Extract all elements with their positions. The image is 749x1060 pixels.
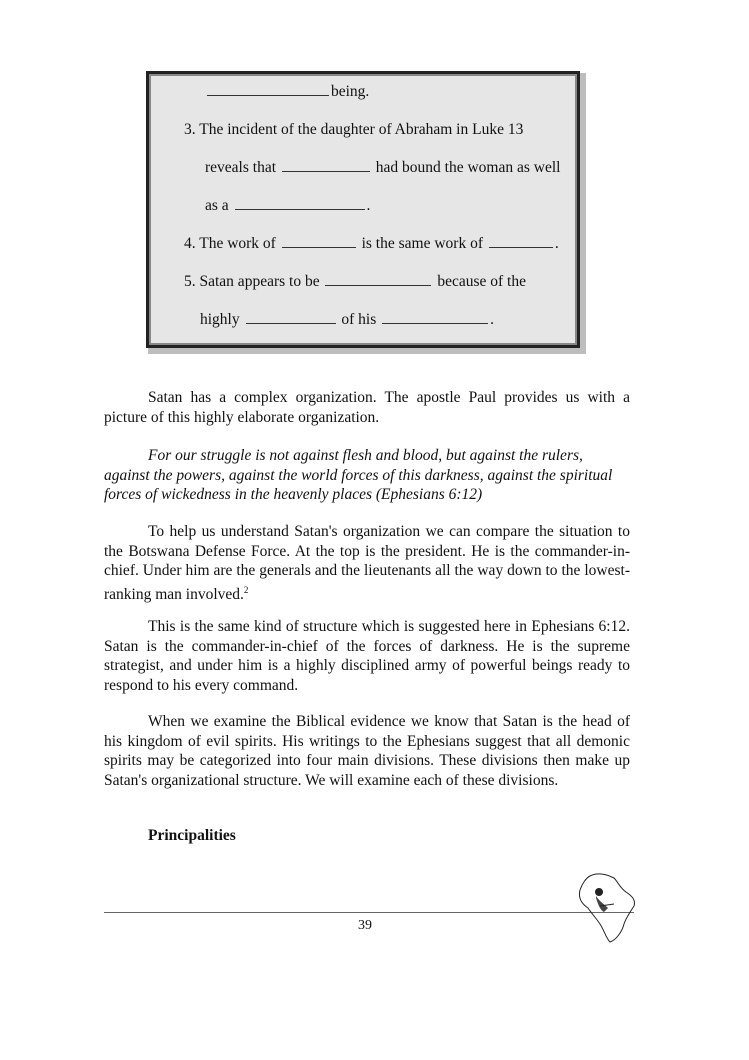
text: For our struggle is not against flesh and blood, but against the rulers, against the powers, against the world forces of this darkness, against the spiritual forces of wickedness in the heavenly places (Ephesians 6:12) (104, 447, 613, 503)
text: of his (341, 311, 377, 328)
scripture-quote (104, 446, 630, 505)
question-5-line-2 (200, 311, 494, 329)
text: highly (200, 311, 240, 328)
text: When we examine the Biblical evidence we know that Satan is the head of his kingdom of evil spirits. His writings to the Ephesians suggest that all demonic spirits may be categorized into four main divisions. These divisions then make up Satan's organizational structure. We will examine each of these divisions. (104, 713, 630, 789)
paragraph-3 (104, 617, 630, 695)
page-number: 39 (358, 918, 372, 933)
text: . (554, 235, 559, 252)
question-3-line-2 (205, 159, 560, 177)
text: 5. Satan appears to be (184, 273, 320, 290)
exercise-line-0 (205, 83, 369, 101)
text: To help us understand Satan's organization we can compare the situation to the Botswana Defense Force. At the top is the president. He is the commander-in-chief. Under him are the generals and the lieutenants all the way down to the lowest-ranking man involved. (104, 523, 630, 603)
question-3-line-1: 3. The incident of the daughter of Abraham in Luke 13 (184, 121, 524, 138)
question-4 (184, 235, 559, 253)
paragraph-2 (104, 522, 630, 604)
question-3-line-3 (205, 197, 370, 215)
text: . (366, 197, 371, 214)
text: 4. The work of (184, 235, 276, 252)
paragraph-4 (104, 712, 630, 790)
answer-blank[interactable] (282, 170, 370, 172)
answer-blank[interactable] (382, 322, 488, 324)
paragraph-1 (104, 388, 630, 427)
answer-blank[interactable] (325, 284, 431, 286)
answer-blank[interactable] (246, 322, 336, 324)
answer-blank[interactable] (282, 246, 356, 248)
answer-blank[interactable] (235, 208, 365, 210)
text: because of the (437, 273, 526, 290)
text: reveals that (205, 159, 277, 176)
text: had bound the woman as well (375, 159, 561, 176)
answer-blank[interactable] (489, 246, 553, 248)
question-5-line-1 (184, 273, 526, 291)
text: Satan has a complex organization. The apostle Paul provides us with a picture of this highly elaborate organization. (104, 389, 630, 426)
text: This is the same kind of structure which is suggested here in Ephesians 6:12. Satan is the commander-in-chief of the forces of darkness. He is the supreme strategist, and under him is a highly disciplined army of powerful beings ready to respond to his every command. (104, 618, 630, 694)
section-heading: Principalities (148, 827, 236, 844)
africa-map-logo-icon (570, 868, 640, 948)
footnote-marker[interactable]: 2 (243, 584, 249, 595)
footer-divider (104, 912, 634, 913)
text: being. (331, 83, 370, 100)
answer-blank[interactable] (207, 94, 329, 96)
text: as a (205, 197, 229, 214)
text: is the same work of (361, 235, 483, 252)
text: . (490, 311, 494, 328)
